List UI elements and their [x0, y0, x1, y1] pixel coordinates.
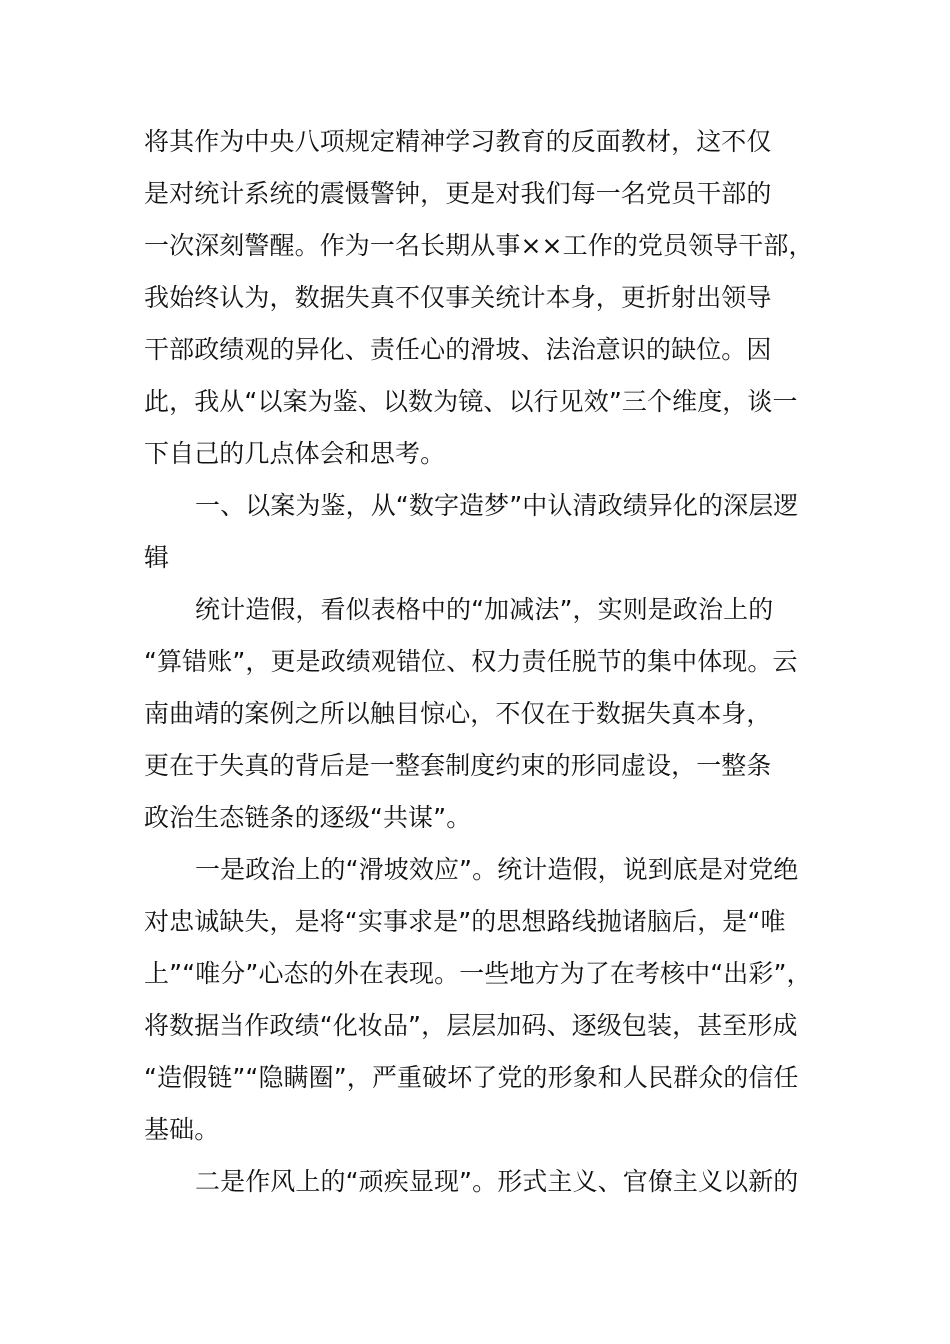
paragraph-line: 政治生态链条的逐级“共谋”。	[144, 803, 472, 832]
paragraph-line: 将其作为中央八项规定精神学习教育的反面教材，这不仅	[144, 127, 772, 156]
paragraph-line: 我始终认为，数据失真不仅事关统计本身，更折射出领导	[144, 283, 772, 312]
paragraph-line: “算错账”，更是政绩观错位、权力责任脱节的集中体现。云	[144, 647, 798, 676]
paragraph-line: 下自己的几点体会和思考。	[144, 439, 446, 468]
paragraph-line: 一次深刻警醒。作为一名长期从事××工作的党员领导干部，	[144, 231, 814, 260]
paragraph-line: 更在于失真的背后是一整套制度约束的形同虚设，一整条	[144, 751, 772, 780]
paragraph-line: 南曲靖的案例之所以触目惊心，不仅在于数据失真本身，	[144, 699, 772, 728]
paragraph-line: 是对统计系统的震慑警钟，更是对我们每一名党员干部的	[144, 179, 772, 208]
paragraph-line: 对忠诚缺失，是将“实事求是”的思想路线抛诸脑后，是“唯	[144, 907, 786, 936]
paragraph-line: 统计造假，看似表格中的“加减法”，实则是政治上的	[195, 595, 774, 624]
paragraph-line: 干部政绩观的异化、责任心的滑坡、法治意识的缺位。因	[144, 335, 772, 364]
paragraph-line: 此，我从“以案为鉴、以数为镜、以行见效”三个维度，谈一	[144, 387, 798, 416]
paragraph-line: “造假链”“隐瞒圈”，严重破坏了党的形象和人民群众的信任	[144, 1063, 799, 1092]
paragraph-line: 二是作风上的“顽疾显现”。形式主义、官僚主义以新的	[195, 1167, 799, 1196]
section-heading-line: 一、以案为鉴，从“数字造梦”中认清政绩异化的深层逻	[195, 491, 799, 520]
paragraph-line: 一是政治上的“滑坡效应”。统计造假，说到底是对党绝	[195, 855, 799, 884]
paragraph-line: 基础。	[144, 1115, 220, 1144]
paragraph-line: 将数据当作政绩“化妆品”，层层加码、逐级包装，甚至形成	[144, 1011, 798, 1040]
paragraph-line: 上”“唯分”心态的外在表现。一些地方为了在考核中“出彩”，	[144, 959, 812, 988]
section-heading-line: 辑	[144, 543, 170, 572]
